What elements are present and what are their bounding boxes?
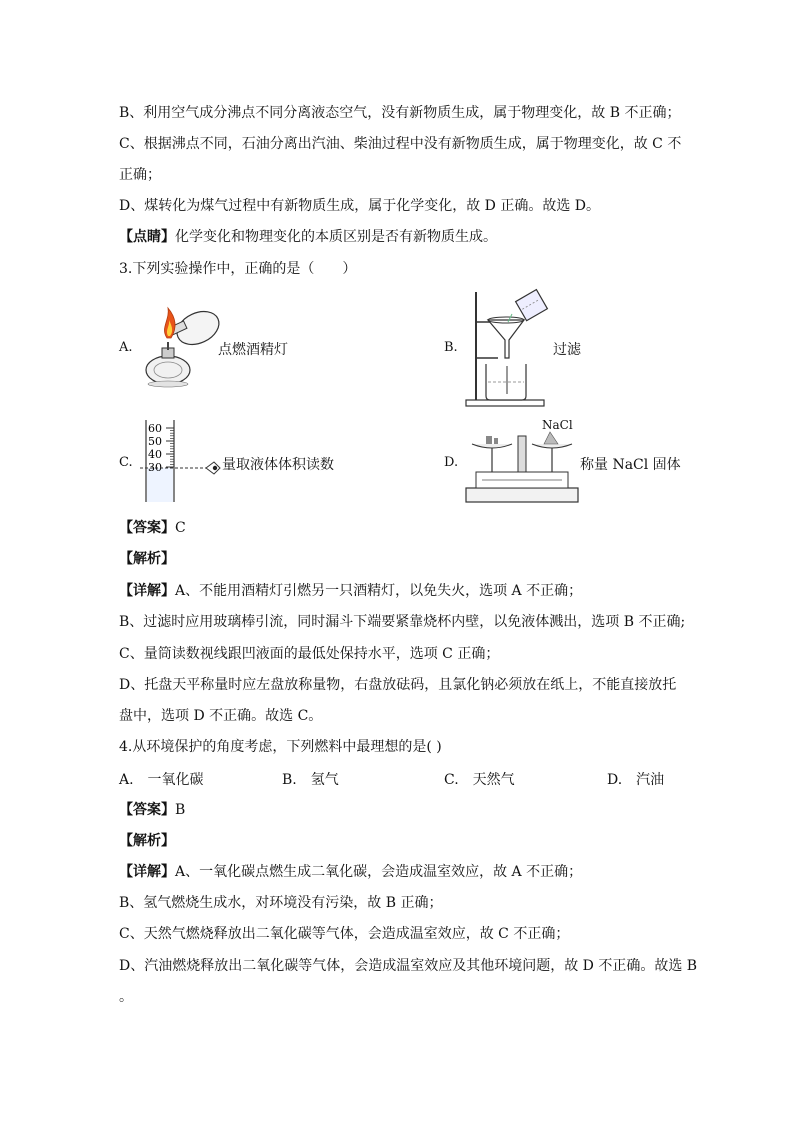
q4-answer-label: 【答案】 [119, 802, 175, 818]
tip-label: 【点睛】 [119, 229, 175, 245]
q4-analysis-heading: 【解析】 [119, 833, 175, 849]
q4-choice-b: B. 氢气 [282, 772, 339, 788]
cylinder-tick-label: 30 [148, 461, 162, 474]
q4-choice-d: D. 汽油 [607, 772, 665, 788]
q3-option-d-caption: 称量 NaCl 固体 [580, 457, 681, 473]
cylinder-scale [148, 422, 174, 474]
q3-detail-d-line2: 盘中，选项 D 不正确。故选 C。 [119, 708, 323, 724]
q4-detail-d-line1: D、汽油燃烧释放出二氧化碳等气体，会造成温室效应及其他环境问题，故 D 不正确。故选 B [119, 958, 698, 974]
q3-option-c-label: C. [119, 455, 133, 470]
q3-analysis-heading: 【解析】 [119, 551, 175, 567]
q3-detail-b: B、过滤时应用玻璃棒引流，同时漏斗下端要紧靠烧杯内壁，以免液体溅出，选项 B 不正确; [119, 614, 686, 630]
q2-tip [119, 228, 497, 246]
cylinder-tick-label: 40 [148, 448, 162, 461]
q3-detail-label: 【详解】 [119, 583, 175, 599]
q3-answer [119, 519, 186, 537]
q4-detail-label: 【详解】 [119, 864, 175, 880]
funnel-icon [488, 317, 524, 358]
q4-answer-value: B [175, 802, 186, 818]
q3-option-d-label: D. [444, 455, 459, 470]
q3-option-a-caption: 点燃酒精灯 [218, 342, 288, 358]
nacl-label: NaCl [542, 418, 573, 432]
tip-text: 化学变化和物理变化的本质区别是否有新物质生成。 [175, 229, 497, 245]
q3-detail-d-line1: D、托盘天平称量时应左盘放称量物，右盘放砝码，且氯化钠必须放在纸上，不能直接放托 [119, 677, 677, 693]
cylinder-tick-label: 50 [148, 435, 162, 448]
balance-icon [466, 432, 578, 502]
q3-option-b-label: B. [444, 340, 458, 355]
receiving-beaker-icon [486, 364, 526, 400]
cylinder-figure [140, 418, 230, 504]
q3-detail-c: C、量筒读数视线跟凹液面的最低处保持水平，选项 C 正确； [119, 646, 500, 662]
q2-analysis-c-line2: 正确； [119, 167, 161, 183]
q3-option-b-caption: 过滤 [553, 342, 581, 358]
q4-choice-c: C. 天然气 [444, 772, 515, 788]
q4-detail-b: B、氢气燃烧生成水，对环境没有污染，故 B 正确； [119, 895, 443, 911]
q3-detail-a [119, 582, 582, 600]
q3-answer-value: C [175, 520, 186, 536]
q2-analysis-c-line1: C、根据沸点不同，石油分离出汽油、柴油过程中没有新物质生成，属于物理变化，故 C 不 [119, 136, 682, 152]
q3-option-a-label: A. [119, 340, 133, 355]
q4-detail-d-line2: 。 [119, 989, 133, 1005]
q4-stem: 4.从环境保护的角度考虑，下列燃料中最理想的是( ) [119, 739, 442, 755]
q4-detail-a-text: A、一氧化碳点燃生成二氧化碳，会造成温室效应，故 A 不正确； [175, 864, 583, 880]
pouring-beaker-icon [516, 290, 548, 321]
q4-detail-c: C、天然气燃烧释放出二氧化碳等气体，会造成温室效应，故 C 不正确； [119, 926, 570, 942]
cylinder-tick-label: 60 [148, 422, 162, 435]
q3-stem: 3.下列实验操作中，正确的是（ ） [119, 261, 357, 277]
filtration-figure [462, 288, 552, 410]
balance-figure [462, 418, 582, 506]
q2-analysis-b: B、利用空气成分沸点不同分离液态空气，没有新物质生成，属于物理变化，故 B 不正确； [119, 105, 681, 121]
q4-detail-a [119, 863, 582, 881]
eye-icon [206, 462, 220, 474]
q2-analysis-d: D、煤转化为煤气过程中有新物质生成，属于化学变化，故 D 正确。故选 D。 [119, 198, 601, 214]
alcohol-lamp-figure [140, 298, 230, 393]
q4-choice-a: A. 一氧化碳 [119, 772, 204, 788]
q4-answer [119, 801, 185, 819]
q3-answer-label: 【答案】 [119, 520, 175, 536]
q3-detail-a-text: A、不能用酒精灯引燃另一只酒精灯，以免失火，选项 A 不正确； [175, 583, 583, 599]
q3-option-c-caption: 量取液体体积读数 [222, 457, 334, 473]
base-lamp-icon [146, 342, 190, 387]
